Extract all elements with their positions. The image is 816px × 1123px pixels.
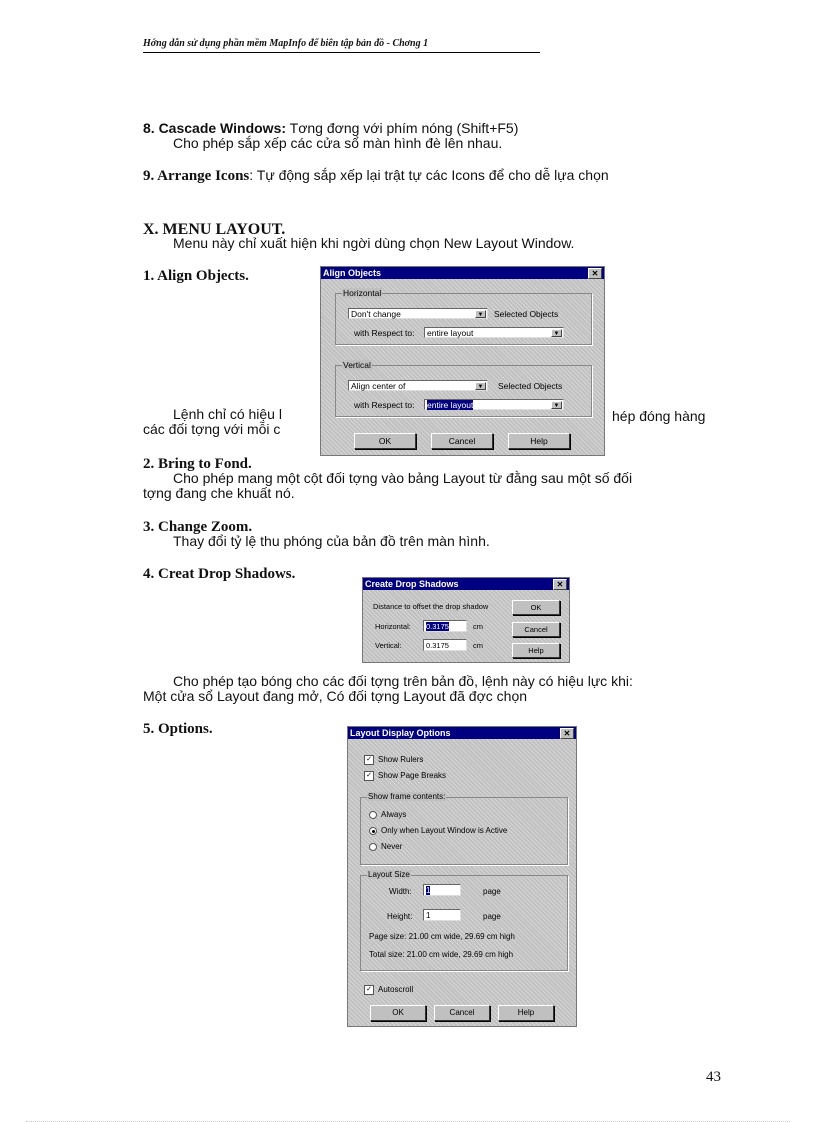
show-rulers-checkbox[interactable]: [364, 755, 423, 765]
page-size-text: Page size: 21.00 cm wide, 29.69 cm high: [369, 932, 515, 941]
section-9: [143, 168, 609, 184]
radio-icon[interactable]: [369, 843, 377, 851]
dialog-title: Align Objects: [323, 268, 382, 278]
help-button[interactable]: Help: [498, 1005, 554, 1021]
width-unit: page: [483, 887, 501, 896]
radio-icon[interactable]: [369, 811, 377, 819]
horizontal-offset-input[interactable]: 0.3175: [423, 620, 467, 632]
radio-selected-icon[interactable]: [369, 827, 377, 835]
section-8-text: Tơng đơng với phím nóng (Shift+F5): [286, 120, 519, 136]
ok-button[interactable]: OK: [512, 600, 560, 615]
section-2-title: 2. Bring to Fond.: [143, 456, 252, 472]
section-4-title: 4. Creat Drop Shadows.: [143, 566, 296, 582]
vertical-respect-select[interactable]: entire layout ▼: [424, 399, 564, 410]
width-label: Width:: [389, 887, 412, 896]
help-button[interactable]: Help: [512, 643, 560, 658]
vertical-group-label: Vertical: [343, 360, 371, 370]
chevron-down-icon[interactable]: ▼: [551, 329, 562, 337]
page-header: Hớng dẫn sử dụng phần mềm MapInfo để biên tập bản đồ - Chơng 1: [143, 38, 540, 53]
height-label: Height:: [387, 912, 413, 921]
footer-divider: [26, 1121, 790, 1122]
show-page-breaks-checkbox[interactable]: [364, 771, 446, 781]
dialog-title: Layout Display Options: [350, 728, 451, 738]
section-4-desc: Cho phép tạo bóng cho các đối tợng trên bản đồ, lệnh này có hiệu lực khi:: [173, 673, 633, 689]
height-unit: page: [483, 912, 501, 921]
section-x-title: X. MENU LAYOUT.: [143, 221, 286, 238]
vertical-offset-input[interactable]: 0.3175: [423, 639, 467, 651]
radio-always[interactable]: Always: [369, 810, 406, 819]
section-1-desc-right: hép đóng hàng: [612, 408, 706, 424]
section-8: [143, 121, 518, 136]
autoscroll-checkbox[interactable]: [364, 985, 413, 995]
checkbox-checked-icon[interactable]: ✓: [364, 755, 374, 765]
width-input[interactable]: 1: [423, 884, 461, 896]
checkbox-checked-icon[interactable]: ✓: [364, 771, 374, 781]
page-number: 43: [706, 1069, 721, 1085]
section-2-desc: Cho phép mang một cột đối tợng vào bảng Layout từ đằng sau một số đối: [173, 470, 633, 486]
chevron-down-icon[interactable]: ▼: [475, 382, 486, 390]
dialog-titlebar: [348, 727, 576, 739]
show-rulers-label: Show Rulers: [378, 755, 424, 765]
total-size-text: Total size: 21.00 cm wide, 29.69 cm high: [369, 950, 514, 959]
dialog-titlebar: [321, 267, 604, 279]
horizontal-respect-select[interactable]: entire layout ▼: [424, 327, 564, 338]
close-icon[interactable]: ✕: [553, 579, 567, 590]
dialog-titlebar: [363, 578, 569, 590]
section-8-desc: Cho phép sắp xếp các cửa sổ màn hình đè lên nhau.: [173, 135, 503, 151]
vertical-unit: cm: [473, 641, 483, 650]
create-drop-shadows-dialog: [362, 577, 570, 663]
radio-never[interactable]: Never: [369, 842, 402, 851]
checkbox-checked-icon[interactable]: ✓: [364, 985, 374, 995]
layout-size-group: [360, 870, 568, 971]
autoscroll-label: Autoscroll: [378, 985, 414, 995]
layout-display-options-dialog: [347, 726, 577, 1027]
section-9-text: : Tự động sắp xếp lại trật tự các Icons để cho dễ lựa chọn: [249, 167, 609, 183]
section-9-title: 9. Arrange Icons: [143, 168, 250, 184]
horizontal-unit: cm: [473, 622, 483, 631]
section-1-desc-left: Lệnh chỉ có hiệu l: [173, 406, 282, 422]
chevron-down-icon[interactable]: ▼: [551, 401, 562, 409]
horizontal-label: Horizontal:: [375, 622, 411, 631]
help-button[interactable]: Help: [508, 433, 570, 449]
height-input[interactable]: 1: [423, 909, 461, 921]
distance-label: Distance to offset the drop shadow: [373, 602, 489, 611]
frame-contents-group: [360, 792, 568, 865]
vertical-selected-label: Selected Objects: [498, 381, 563, 391]
section-4-desc-2: Một cửa sổ Layout đang mở, Có đối tợng Layout đã đợc chọn: [143, 688, 528, 704]
ok-button[interactable]: OK: [370, 1005, 426, 1021]
section-5-title: 5. Options.: [143, 721, 213, 737]
vertical-label: Vertical:: [375, 641, 402, 650]
horizontal-align-select[interactable]: Don't change ▼: [348, 308, 488, 319]
layout-size-label: Layout Size: [368, 870, 410, 879]
dialog-title: Create Drop Shadows: [365, 579, 459, 589]
horizontal-respect-label: with Respect to:: [354, 328, 415, 338]
cancel-button[interactable]: Cancel: [431, 433, 493, 449]
show-page-breaks-label: Show Page Breaks: [378, 771, 447, 781]
close-icon[interactable]: ✕: [588, 268, 602, 279]
align-objects-dialog: [320, 266, 605, 456]
horizontal-selected-label: Selected Objects: [494, 309, 559, 319]
vertical-respect-label: with Respect to:: [354, 400, 415, 410]
vertical-align-select[interactable]: Align center of ▼: [348, 380, 488, 391]
section-1-desc-left-2: các đối tợng với mỗi c: [143, 421, 281, 437]
section-3-desc: Thay đổi tỷ lệ thu phóng của bản đồ trên màn hình.: [173, 533, 490, 549]
section-2-desc-2: tợng đang che khuất nó.: [143, 485, 295, 501]
horizontal-group-label: Horizontal: [343, 288, 382, 298]
close-icon[interactable]: ✕: [560, 728, 574, 739]
section-1-title: 1. Align Objects.: [143, 268, 249, 284]
frame-contents-label: Show frame contents:: [368, 792, 446, 801]
horizontal-group: [335, 288, 592, 345]
radio-only-active[interactable]: Only when Layout Window is Active: [369, 826, 507, 835]
chevron-down-icon[interactable]: ▼: [475, 310, 486, 318]
vertical-group: [335, 360, 592, 417]
cancel-button[interactable]: Cancel: [512, 622, 560, 637]
section-x-desc: Menu này chỉ xuất hiện khi ngời dùng chọn New Layout Window.: [173, 235, 575, 251]
ok-button[interactable]: OK: [354, 433, 416, 449]
section-3-title: 3. Change Zoom.: [143, 519, 253, 535]
section-8-title: 8. Cascade Windows:: [143, 120, 287, 136]
cancel-button[interactable]: Cancel: [434, 1005, 490, 1021]
